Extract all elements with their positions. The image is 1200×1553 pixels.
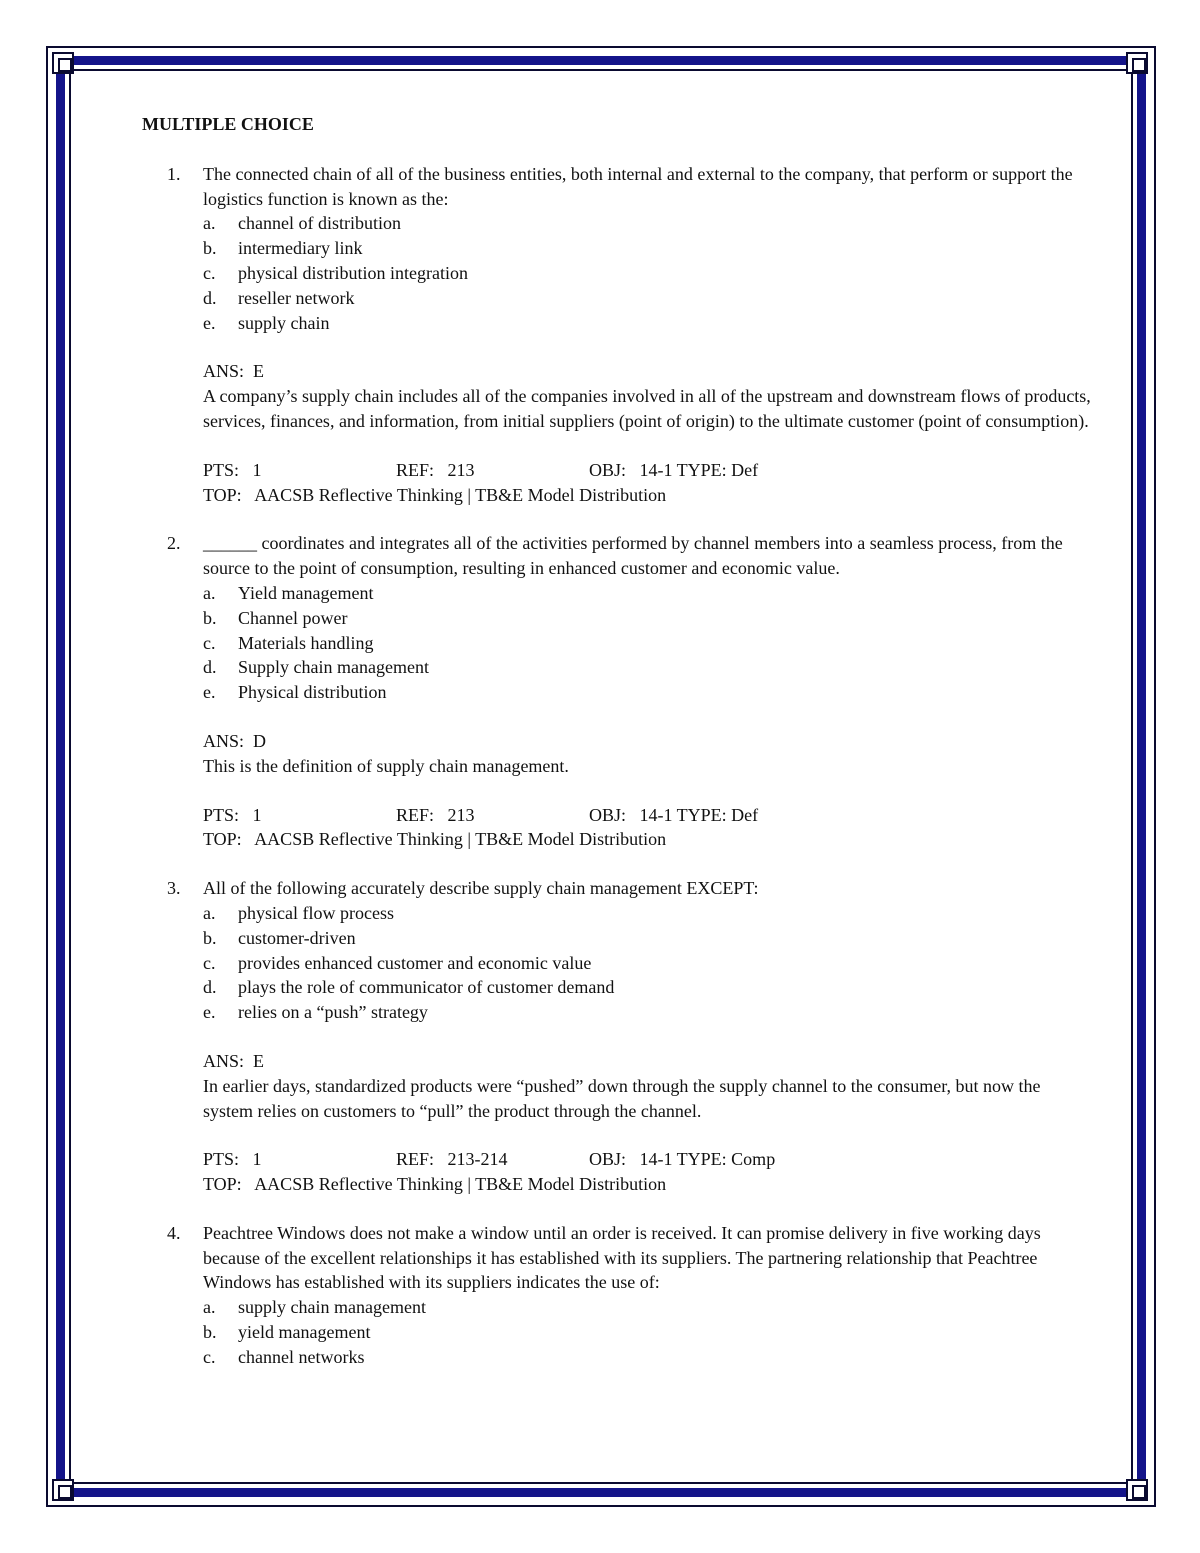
section-title: MULTIPLE CHOICE <box>142 114 314 134</box>
meta-top: TOP: AACSB Reflective Thinking | TB&E Model Distribution <box>203 484 667 505</box>
meta-pts: PTS: 1 <box>203 1149 262 1170</box>
question-4 <box>142 1221 1092 1370</box>
option-d <box>203 655 1092 680</box>
answer-block <box>203 359 1092 433</box>
question-meta <box>203 1147 1092 1197</box>
option-letter: b. <box>203 927 217 948</box>
option-text: customer-driven <box>238 927 356 948</box>
meta-obj: OBJ: 14-1 TYPE: Def <box>589 804 759 825</box>
option-text: channel of distribution <box>238 213 401 234</box>
answer-block <box>203 729 1092 779</box>
meta-pts: PTS: 1 <box>203 459 262 480</box>
meta-ref: REF: 213-214 <box>396 1149 508 1170</box>
option-e <box>203 680 1092 705</box>
option-text: plays the role of communicator of customer demand <box>238 977 615 998</box>
option-letter: e. <box>203 1002 216 1023</box>
answer-key: ANS: D <box>203 730 267 751</box>
option-list <box>203 901 1092 1025</box>
question-text: Peachtree Windows does not make a window until an order is received. It can promise delivery in five working days because of the excellent relationships it has established with its suppliers. The partnering relationship that Peachtree Windows has established with its suppliers indicates the use of: <box>203 1222 1041 1293</box>
option-text: reseller network <box>238 287 355 308</box>
option-b <box>203 606 1092 631</box>
question-2 <box>142 531 1092 852</box>
option-letter: d. <box>203 287 217 308</box>
meta-obj: OBJ: 14-1 TYPE: Comp <box>589 1149 776 1170</box>
border-corner-ornament <box>1126 1479 1148 1501</box>
option-list <box>203 581 1092 705</box>
option-a <box>203 901 1092 926</box>
answer-explanation: This is the definition of supply chain management. <box>203 755 569 776</box>
option-letter: c. <box>203 632 216 653</box>
question-number: 1. <box>167 163 181 184</box>
option-c <box>203 1345 1092 1370</box>
option-text: Supply chain management <box>238 657 429 678</box>
answer-key: ANS: E <box>203 1050 265 1071</box>
option-text: relies on a “push” strategy <box>238 1002 428 1023</box>
option-text: channel networks <box>238 1346 365 1367</box>
option-letter: d. <box>203 657 217 678</box>
option-letter: c. <box>203 262 216 283</box>
option-text: provides enhanced customer and economic value <box>238 952 592 973</box>
option-text: intermediary link <box>238 238 363 259</box>
question-text: The connected chain of all of the business entities, both internal and external to the company, that perform or support the logistics function is known as the: <box>203 163 1073 209</box>
meta-ref: REF: 213 <box>396 804 475 825</box>
option-letter: b. <box>203 238 217 259</box>
option-letter: b. <box>203 607 217 628</box>
option-text: supply chain management <box>238 1297 426 1318</box>
option-c <box>203 261 1092 286</box>
question-meta <box>203 458 1092 508</box>
option-c <box>203 951 1092 976</box>
answer-explanation: A company’s supply chain includes all of the companies involved in all of the upstream and downstream flows of products, services, finances, and information, from initial suppliers (point of origin) to the ultimate customer (point of consumption). <box>203 386 1091 431</box>
option-b <box>203 1320 1092 1345</box>
option-text: yield management <box>238 1322 371 1343</box>
question-meta <box>203 803 1092 853</box>
option-a <box>203 211 1092 236</box>
option-letter: a. <box>203 902 216 923</box>
option-list <box>203 211 1092 335</box>
option-text: Yield management <box>238 582 374 603</box>
option-d <box>203 286 1092 311</box>
meta-top: TOP: AACSB Reflective Thinking | TB&E Model Distribution <box>203 829 667 850</box>
option-letter: a. <box>203 213 216 234</box>
question-text: ______ coordinates and integrates all of the activities performed by channel members into a seamless process, from the source to the point of consumption, resulting in enhanced customer and economic value. <box>203 533 1063 579</box>
option-letter: a. <box>203 1297 216 1318</box>
option-text: physical flow process <box>238 902 394 923</box>
answer-key: ANS: E <box>203 361 265 382</box>
option-b <box>203 236 1092 261</box>
option-e <box>203 1000 1092 1025</box>
option-e <box>203 311 1092 336</box>
question-3 <box>142 876 1092 1197</box>
border-corner-ornament <box>52 52 74 74</box>
option-text: Physical distribution <box>238 682 387 703</box>
question-number: 4. <box>167 1222 181 1243</box>
option-letter: e. <box>203 312 216 333</box>
answer-explanation: In earlier days, standardized products were “pushed” down through the supply channel to the consumer, but now the system relies on customers to “pull” the product through the channel. <box>203 1075 1041 1121</box>
option-c <box>203 631 1092 656</box>
option-letter: c. <box>203 952 216 973</box>
option-text: Channel power <box>238 607 348 628</box>
question-number: 2. <box>167 533 181 554</box>
border-corner-ornament <box>1126 52 1148 74</box>
answer-block <box>203 1049 1092 1123</box>
option-letter: b. <box>203 1322 217 1343</box>
option-text: supply chain <box>238 312 330 333</box>
document-body <box>142 112 1092 1394</box>
option-letter: d. <box>203 977 217 998</box>
option-list <box>203 1295 1092 1369</box>
meta-obj: OBJ: 14-1 TYPE: Def <box>589 459 759 480</box>
option-letter: a. <box>203 582 216 603</box>
option-text: physical distribution integration <box>238 262 468 283</box>
option-text: Materials handling <box>238 632 374 653</box>
option-letter: c. <box>203 1346 216 1367</box>
question-1 <box>142 162 1092 508</box>
option-d <box>203 975 1092 1000</box>
question-text: All of the following accurately describe supply chain management EXCEPT: <box>203 878 759 899</box>
option-a <box>203 581 1092 606</box>
option-letter: e. <box>203 682 216 703</box>
border-corner-ornament <box>52 1479 74 1501</box>
option-a <box>203 1295 1092 1320</box>
question-number: 3. <box>167 878 181 899</box>
meta-pts: PTS: 1 <box>203 804 262 825</box>
meta-ref: REF: 213 <box>396 459 475 480</box>
option-b <box>203 926 1092 951</box>
meta-top: TOP: AACSB Reflective Thinking | TB&E Model Distribution <box>203 1174 667 1195</box>
